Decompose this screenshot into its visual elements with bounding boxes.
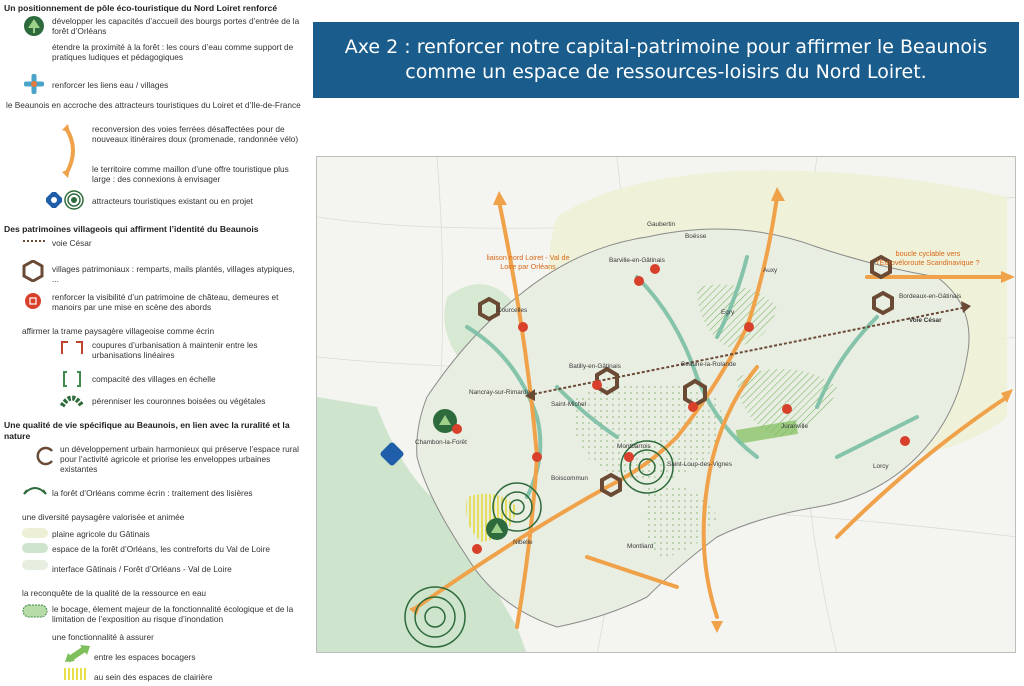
heritage-village-icon xyxy=(22,260,44,282)
legend-text-connections: le territoire comme maillon d’une offre touristique plus large : des connexions à envisager xyxy=(92,164,289,184)
harmonious-development-icon xyxy=(36,446,56,466)
place-saint-michel: Saint-Michel xyxy=(551,401,587,408)
legend-text-voie-cesar: voie César xyxy=(52,238,92,248)
railway-route-arrow-icon xyxy=(60,124,84,178)
legend-text-forest-edges: la forêt d’Orléans comme écrin : traitement des lisières xyxy=(52,488,253,498)
place-beaune: Beaune-la-Rolande xyxy=(681,361,737,368)
forest-edge-icon xyxy=(22,484,48,498)
urban-break-icon xyxy=(58,338,86,356)
legend-text-village-landscape: affirmer la trame paysagère villageoise comme écrin xyxy=(22,326,215,336)
compact-village-icon xyxy=(62,370,82,388)
legend-text-wooded-crowns: pérenniser les couronnes boisées ou végétales xyxy=(92,396,266,406)
legend-text-interface: interface Gâtinais / Forêt d’Orléans - Val de Loire xyxy=(52,564,232,574)
legend-text-gatinais-plain: plaine agricole du Gâtinais xyxy=(52,529,150,539)
wooded-crown-icon xyxy=(60,392,84,408)
legend-text-between-bocage: entre les espaces bocagers xyxy=(94,652,196,662)
water-village-link-icon xyxy=(24,74,44,94)
place-egry: Egry xyxy=(721,309,735,316)
castle-heritage-icon xyxy=(24,292,42,310)
legend-text-castles: renforcer la visibilité d’un patrimoine de château, demeures et manoirs par une mise en scène des abords xyxy=(52,292,279,312)
bocage-connection-arrow-icon xyxy=(64,644,92,664)
legend-section-title-quality-of-life: Une qualité de vie spécifique au Beaunois, en lien avec la ruralité et la nature xyxy=(4,420,290,441)
place-lorcy: Lorcy xyxy=(873,463,889,470)
legend-text-water-quality: la reconquête de la qualité de la ressource en eau xyxy=(22,588,207,598)
clearing-stripes-swatch xyxy=(64,668,88,680)
legend-section-title-ecotourism: Un positionnement de pôle éco-touristique du Nord Loiret renforcé xyxy=(4,3,278,13)
legend-text-water-village: renforcer les liens eau / villages xyxy=(52,80,169,90)
place-bordeaux: Bordeaux-en-Gâtinais xyxy=(899,293,962,300)
place-gaubertin: Gaubertin xyxy=(647,221,676,228)
legend-text-landscape-diversity: une diversité paysagère valorisée et animée xyxy=(22,512,185,522)
banner-line-1: Axe 2 : renforcer notre capital-patrimoine pour affirmer le Beaunois xyxy=(344,36,988,58)
legend-text-clearings: au sein des espaces de clairière xyxy=(94,672,213,682)
place-montbarrois: Montbarrois xyxy=(617,443,651,450)
legend-text-railways: reconversion des voies ferrées désaffectées pour de nouveaux itinéraires doux (promenade, randonnée vélo) xyxy=(92,124,299,144)
place-barville: Barville-en-Gâtinais xyxy=(609,257,665,264)
place-juranville: Juranville xyxy=(781,423,808,430)
map-canvas xyxy=(317,157,1016,653)
legend-text-heritage-villages: villages patrimoniaux : remparts, mails plantés, villages atypiques, ... xyxy=(52,264,295,284)
bocage-swatch xyxy=(22,604,48,618)
place-nancray: Nancray-sur-Rimarde xyxy=(469,389,531,396)
legend-text-forest-orleans: espace de la forêt d’Orléans, les contreforts du Val de Loire xyxy=(52,544,270,554)
tourist-project-target-icon xyxy=(64,190,84,210)
annotation-boucle-cyclable: boucle cyclable vers l’Eurovéloroute Scandinavique ? xyxy=(876,249,980,267)
label-voie-cesar: Voie César xyxy=(909,317,942,324)
place-boiscommun: Boiscommun xyxy=(551,475,588,482)
legend-text-gateway: développer les capacités d’accueil des bourgs portes d’entrée de la forêt d’Orléans xyxy=(52,16,300,36)
place-nibelle: Nibelle xyxy=(513,539,533,546)
place-courcelles: Courcelles xyxy=(497,307,528,314)
legend-text-urban-breaks: coupures d’urbanisation à maintenir entre les urbanisations linéaires xyxy=(92,340,258,360)
gatinais-plain-swatch xyxy=(22,528,48,538)
territory-map xyxy=(316,156,1016,653)
legend-section-title-heritage: Des patrimoines villageois qui affirment l’identité du Beaunois xyxy=(4,224,259,234)
legend-text-attractors: le Beaunois en accroche des attracteurs touristiques du Loiret et d’Ile-de-France xyxy=(6,100,301,110)
voie-cesar-line-icon xyxy=(22,236,48,246)
legend-text-tourist-attractors: attracteurs touristiques existant ou en projet xyxy=(92,196,253,206)
legend-text-compact-villages: compacité des villages en échelle xyxy=(92,374,216,384)
place-auxy: Auxy xyxy=(763,267,778,274)
place-boesse: Boësse xyxy=(685,233,707,240)
forest-gateway-icon xyxy=(22,14,46,38)
annotation-liaison-nord-loiret: liaison nord Loiret - Val de Loire par Orléans xyxy=(486,253,570,271)
place-montliard: Montliard xyxy=(627,543,654,550)
tourist-attractor-icon xyxy=(46,192,62,208)
banner-line-2: comme un espace de ressources-loisirs du Nord Loiret. xyxy=(405,61,927,83)
interface-swatch xyxy=(22,560,48,570)
place-saint-loup: Saint-Loup-des-Vignes xyxy=(667,461,732,468)
axis-title-banner xyxy=(313,22,1019,98)
map-legend xyxy=(0,0,310,686)
legend-text-bocage: le bocage, élement majeur de la fonctionnalité écologique et de la limitation de l’exposition au risque d’inondation xyxy=(52,604,294,624)
forest-orleans-swatch xyxy=(22,543,48,553)
legend-text-watercourses: étendre la proximité à la forêt : les cours d’eau comme support de pratiques ludiques et pédagogiques xyxy=(52,42,294,62)
place-chambon: Chambon-la-Forêt xyxy=(415,439,467,446)
legend-text-functionality: une fonctionnalité à assurer xyxy=(52,632,154,642)
place-batilly: Batilly-en-Gâtinais xyxy=(569,363,621,370)
legend-text-urban-development: un développement urbain harmonieux qui préserve l’espace rural pour l’activité agricole et priorise les enveloppes urbaines existantes xyxy=(60,444,299,474)
